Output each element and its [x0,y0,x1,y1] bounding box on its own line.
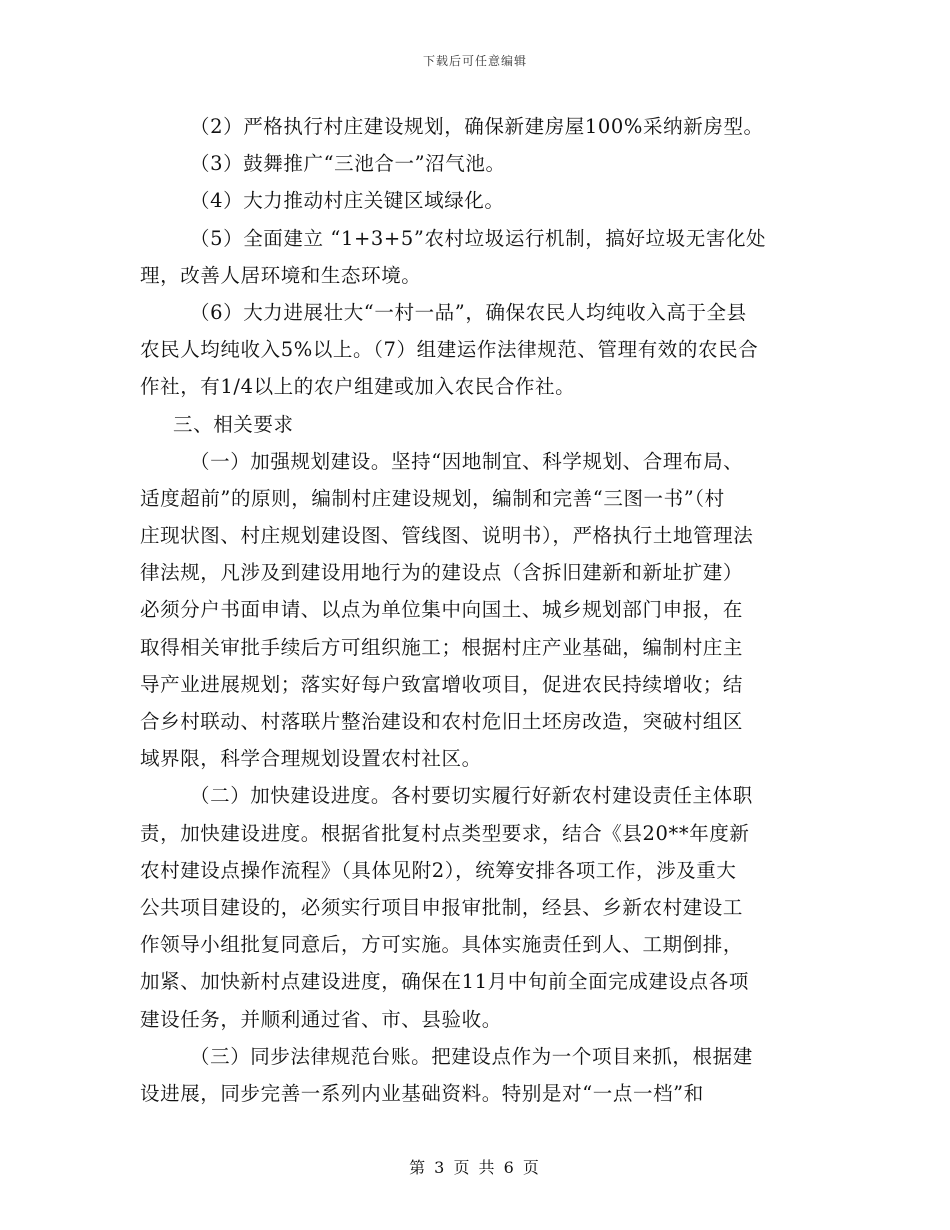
text-line: （2）严格执行村庄建设规划，确保新建房屋100%采纳新房型。 [190,115,764,138]
text-line: （4）大力推动村庄关键区域绿化。 [190,189,505,213]
text-line: （一）加强规划建设。坚持“因地制宜、科学规划、合理布局、 [190,449,744,473]
text-line: 律法规，凡涉及到建设用地行为的建设点（含拆旧建新和新址扩建） [140,561,744,585]
page-footer: 第 3 页 共 6 页 [409,1158,541,1177]
page-header: 下载后可任意编辑 [422,54,527,68]
text-line: 适度超前”的原则，编制村庄建设规划，编制和完善“三图一书”（村 [140,486,725,510]
text-line: 责，加快建设进度。根据省批复村点类型要求，结合《县20**年度新 [140,821,750,845]
text-line: （6）大力进展壮大“一村一品”，确保农民人均纯收入高于全县 [190,300,747,324]
document-body [140,108,810,1112]
text-line: 作领导小组批复同意后，方可实施。具体实施责任到人、工期倒排， [140,933,744,957]
text-line: 域界限，科学合理规划设置农村社区。 [140,747,482,771]
text-line: 加紧、加快新村点建设进度，确保在11月中旬前全面完成建设点各项 [140,970,749,994]
text-line: 农民人均纯收入5%以上。（7）组建运作法律规范、管理有效的农民合 [140,338,759,362]
text-line: 理，改善人居环境和生态环境。 [140,263,422,287]
text-line: 必须分户书面申请、以点为单位集中向国土、城乡规划部门申报，在 [140,598,744,622]
text-line: 建设任务，并顺利通过省、市、县验收。 [140,1007,502,1031]
text-line: 导产业进展规划；落实好每户致富增收项目，促进农民持续增收；结 [140,672,744,696]
text-line: （三）同步法律规范台账。把建设点作为一个项目来抓，根据建 [190,1044,753,1068]
text-line: 作社，有1/4以上的农户组建或加入农民合作社。 [140,375,576,399]
text-line: （二）加快建设进度。各村要切实履行好新农村建设责任主体职 [190,784,753,808]
text-line: 公共项目建设的，必须实行项目申报审批制，经县、乡新农村建设工 [140,895,744,919]
text-line: 取得相关审批手续后方可组织施工；根据村庄产业基础，编制村庄主 [140,635,744,659]
section-heading: 三、相关要求 [173,412,294,436]
text-line: 庄现状图、村庄规划建设图、管线图、说明书），严格执行土地管理法 [140,524,754,548]
text-line: （3）鼓舞推广“三池合一”沼气池。 [190,152,506,176]
text-line: 农村建设点操作流程》（具体见附2），统筹安排各项工作，涉及重大 [140,858,737,882]
text-line: 合乡村联动、村落联片整治建设和农村危旧土坯房改造，突破村组区 [140,710,744,733]
text-line: （5）全面建立 “1+3+5”农村垃圾运行机制，搞好垃圾无害化处 [190,226,767,250]
text-line: 设进展，同步完善一系列内业基础资料。特别是对“一点一档”和 [140,1081,704,1105]
